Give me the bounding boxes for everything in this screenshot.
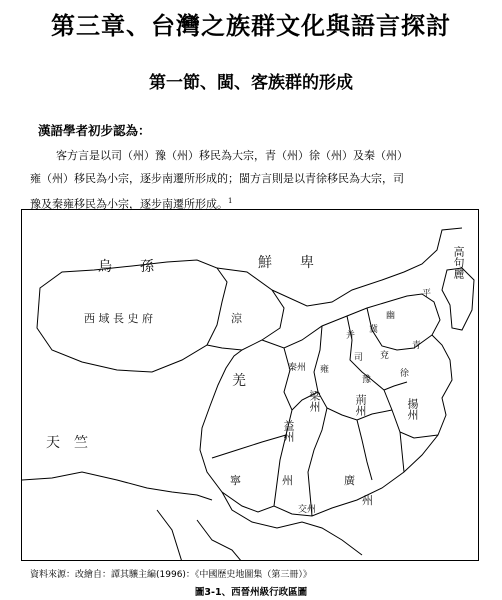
map-label-xianbei: 鮮 卑 <box>258 255 314 271</box>
map-label-bing: 并 <box>346 331 356 341</box>
map-label-gaogouli: 高句麗 <box>452 246 465 279</box>
map-label-ji: 冀 <box>369 325 379 335</box>
map-label-ping: 平 <box>422 289 432 299</box>
footnote-ref[interactable]: 1 <box>228 197 233 205</box>
map-figure <box>21 209 479 561</box>
map-label-yang: 揚州 <box>406 398 419 420</box>
map-south-west <box>22 472 212 500</box>
map-label-yi: 益州 <box>282 420 295 442</box>
map-label-ning: 寧 <box>230 474 241 487</box>
map-label-jing: 荊州 <box>354 394 367 416</box>
map-liang-boundary <box>207 268 284 350</box>
map-label-liang: 涼 <box>231 312 242 325</box>
map-label-guang: 廣 <box>344 474 355 487</box>
section-title: 第一節、閩、客族群的形成 <box>149 73 353 93</box>
map-label-jiao: 交州 <box>298 505 317 515</box>
map-label-tianzhu: 天 竺 <box>46 435 88 451</box>
map-label-qiang: 羌 <box>232 373 246 389</box>
body-paragraph <box>30 144 480 216</box>
map-label-guang-zhou: 州 <box>362 494 373 507</box>
map-label-yan: 兗 <box>380 351 390 361</box>
map-label-xu: 徐 <box>400 369 410 379</box>
map-label-qing: 青 <box>412 341 422 351</box>
map-indochina <box>157 510 242 561</box>
chapter-title: 第三章、台灣之族群文化與語言探討 <box>51 12 451 40</box>
map-label-ning-zhou: 州 <box>282 474 293 487</box>
map-label-qin: 秦州 <box>288 363 307 373</box>
map-label-liang-zhou: 梁州 <box>308 390 321 412</box>
map-label-yong: 雍 <box>320 365 330 375</box>
body-line-1: 客方言是以司（州）豫（州）移民為大宗，青（州）徐（州）及秦（州） <box>56 149 408 162</box>
source-note: 資料來源：改繪自：譚其驤主編(1996)：《中國歷史地圖集（第三冊）》 <box>30 570 312 580</box>
map-label-wusun: 烏 孫 <box>98 259 154 275</box>
figure-caption: 圖3-1、西晉州級行政區圖 <box>194 587 308 598</box>
map-south-coast <box>222 492 362 555</box>
map-label-xiyu: 西 域 長 史 府 <box>84 312 153 325</box>
intro-heading: 漢語學者初步認為： <box>38 123 151 138</box>
map-label-si: 司 <box>354 353 364 363</box>
body-line-2: 雍（州）移民為小宗，逐步南遷所形成的；閩方言則是以青徐移民為大宗，司 <box>30 172 404 185</box>
map-svg <box>22 210 479 561</box>
body-line-3-text: 豫及秦雍移民為小宗，逐步南遷所形成。 <box>30 197 228 211</box>
map-label-yu: 豫 <box>362 375 372 385</box>
map-label-you: 幽 <box>386 311 396 321</box>
